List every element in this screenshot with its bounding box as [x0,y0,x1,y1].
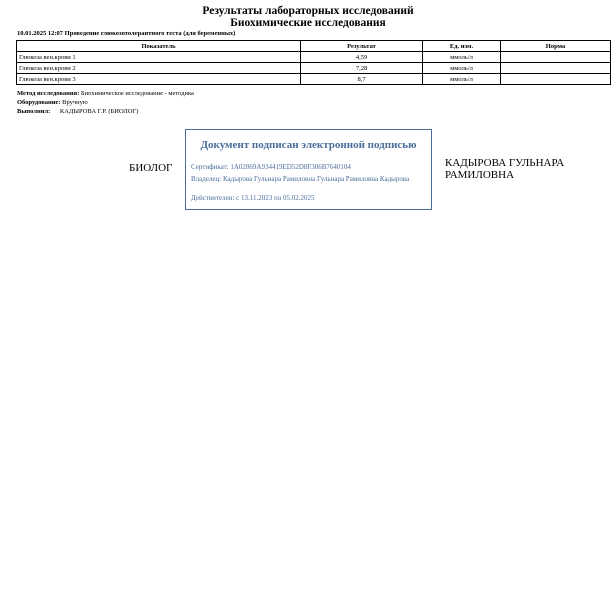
row-indicator: Глюкоза вен.крови 3 [17,74,301,85]
executor-line [17,108,138,116]
equipment-label: Оборудование: [17,99,61,106]
stamp-title: Документ подписан электронной подписью [200,139,417,151]
method-label: Метод исследования: [17,90,80,97]
table-row [17,63,611,74]
signer-name: КАДЫРОВА ГУЛЬНАРА РАМИЛОВНА [445,157,565,181]
row-norm [501,74,611,85]
executor-value: КАДЫРОВА Г.Р. (БИОЛОГ) [59,108,139,115]
report-subtitle: Биохимические исследования [230,17,386,29]
results-table [16,40,611,85]
column-header: Результат [301,41,423,52]
row-result: 7,28 [301,63,423,74]
row-indicator: Глюкоза вен.крови 2 [17,63,301,74]
column-header: Норма [501,41,611,52]
row-norm [501,63,611,74]
equipment-value: Вручную [62,99,88,106]
signer-role: БИОЛОГ [129,162,173,174]
row-unit: ммоль/л [423,74,501,85]
table-header-row [17,41,611,52]
table-row [17,52,611,63]
test-description: 10.01.2025 12:07 Проведение глюкозотолерантного теста (для беременных) [17,30,236,37]
executor-label: Выполнил: [17,108,51,115]
row-unit: ммоль/л [423,63,501,74]
table-row [17,74,611,85]
row-indicator: Глюкоза вен.крови 1 [17,52,301,63]
stamp-owner: Владелец: Кадырова Гульнара Рамиловна Гульнара Рамиловна Кадырова [191,175,410,183]
report-title: Результаты лабораторных исследований [202,5,414,17]
row-result: 8,7 [301,74,423,85]
method-line [17,90,194,98]
row-norm [501,52,611,63]
stamp-certificate: Сертификат: 1A02869A934419ED52D8F306B7640104 [191,163,351,171]
equipment-line [17,99,88,107]
column-header: Ед. изм. [423,41,501,52]
column-header: Показатель [17,41,301,52]
row-result: 4,59 [301,52,423,63]
method-value: Биохимическое исследование - методика [80,90,194,97]
stamp-validity: Действителен: с 13.11.2023 по 05.02.2025 [191,194,315,202]
row-unit: ммоль/л [423,52,501,63]
e-signature-stamp [185,129,432,210]
